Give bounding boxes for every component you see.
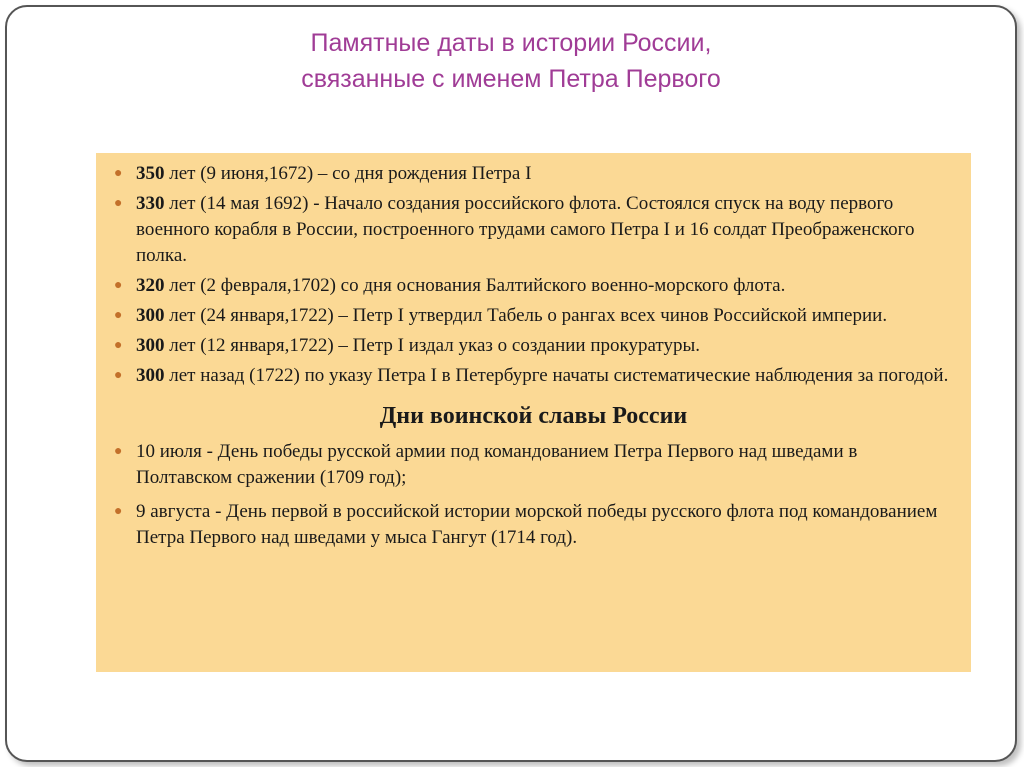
dates-list <box>110 161 957 389</box>
bullet-icon: ● <box>114 338 123 353</box>
list-item <box>110 191 957 269</box>
date-number: 330 <box>136 193 165 214</box>
date-number: 300 <box>136 335 165 356</box>
bullet-icon: ● <box>114 444 123 459</box>
title-line-2: связанные с именем Петра Первого <box>301 65 721 93</box>
date-text: лет (14 мая 1692) - Начало создания российского флота. Состоялся спуск на воду первого военного корабля в России, построенного трудами самого Петра I и 16 солдат Преображенского полка. <box>136 193 915 266</box>
list-item <box>110 363 957 389</box>
date-text: лет (2 февраля,1702) со дня основания Балтийского военно-морского флота. <box>164 275 786 296</box>
content-box <box>96 153 971 672</box>
date-number: 350 <box>136 163 165 184</box>
list-item <box>110 161 957 187</box>
glory-days-heading: Дни воинской славы России <box>379 403 688 429</box>
date-text: лет (9 июня,1672) – со дня рождения Петра I <box>164 163 532 184</box>
page-title <box>7 25 1015 97</box>
glory-day-text: 9 августа - День первой в российской истории морской победы русского флота под командованием Петра Первого над шведами у мыса Гангут (1714 год). <box>136 501 938 548</box>
date-number: 320 <box>136 275 165 296</box>
list-item <box>110 303 957 329</box>
bullet-icon: ● <box>114 196 123 211</box>
list-item <box>110 439 957 491</box>
date-text: лет (12 января,1722) – Петр I издал указ о создании прокуратуры. <box>164 335 700 356</box>
bullet-icon: ● <box>114 166 123 181</box>
list-item <box>110 499 957 551</box>
date-text: лет назад (1722) по указу Петра I в Петербурге начаты систематические наблюдения за погодой. <box>164 365 949 386</box>
bullet-icon: ● <box>114 308 123 323</box>
title-line-1: Памятные даты в истории России, <box>310 29 712 57</box>
list-item <box>110 273 957 299</box>
bullet-icon: ● <box>114 504 123 519</box>
date-number: 300 <box>136 365 165 386</box>
date-text: лет (24 января,1722) – Петр I утвердил Табель о рангах всех чинов Российской империи. <box>164 305 888 326</box>
bullet-icon: ● <box>114 278 123 293</box>
list-item <box>110 333 957 359</box>
bullet-icon: ● <box>114 368 123 383</box>
glory-days-list <box>110 439 957 551</box>
date-number: 300 <box>136 305 165 326</box>
glory-day-text: 10 июля - День победы русской армии под командованием Петра Первого над шведами в Полтавском сражении (1709 год); <box>136 441 858 488</box>
